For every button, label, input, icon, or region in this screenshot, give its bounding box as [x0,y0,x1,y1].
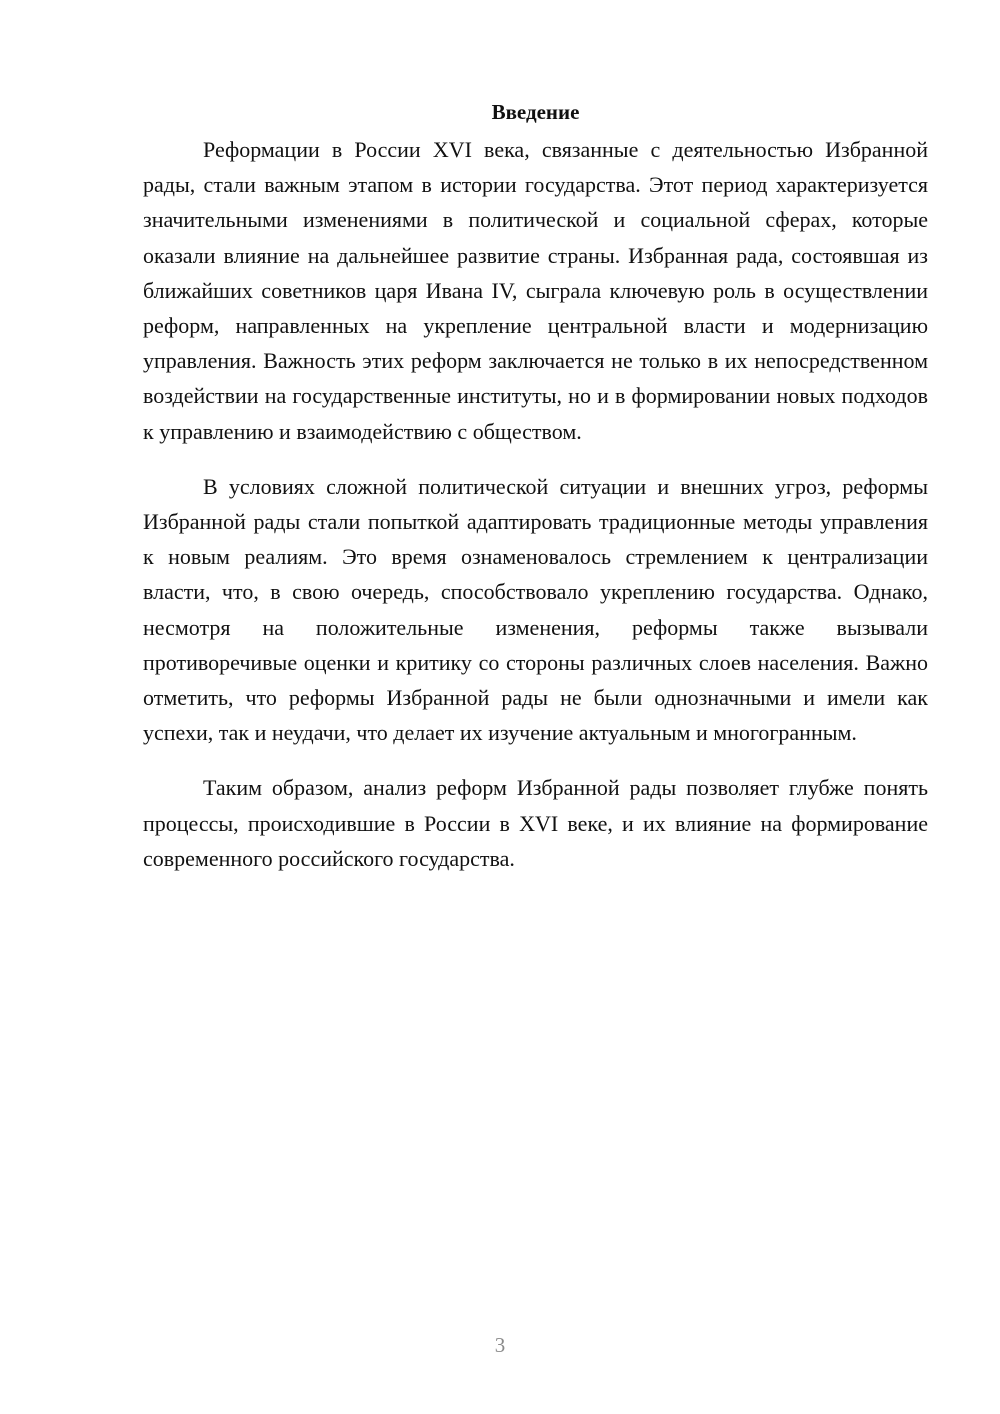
paragraph-3: Таким образом, анализ реформ Избранной рады позволяет глубже понять процессы, происходившие в России в XVI веке, и их влияние на формирование современного российского государства. [143,775,928,871]
paragraph-1: Реформации в России XVI века, связанные с деятельностью Избранной рады, стали важным этапом в истории государства. Этот период характеризуется значительными изменениями в политической и социальной сферах, которые оказали влияние на дальнейшее развитие страны. Избранная рада, состоявшая из ближайших советников царя Ивана IV, сыграла ключевую роль в осуществлении реформ, направленных на укрепление центральной власти и модернизацию управления. Важность этих реформ заключается не только в их непосредственном воздействии на государственные институты, но и в формировании новых подходов к управлению и взаимодействию с обществом. [143,137,928,444]
paragraph-2: В условиях сложной политической ситуации и внешних угроз, реформы Избранной рады стали попыткой адаптировать традиционные методы управления к новым реалиям. Это время ознаменовалось стремлением к централизации власти, что, в свою очередь, способствовало укреплению государства. Однако, несмотря на положительные изменения, реформы также вызывали противоречивые оценки и критику со стороны различных слоев населения. Важно отметить, что реформы Избранной рады не были однозначными и имели как успехи, так и неудачи, что делает их изучение актуальным и многогранным. [143,473,928,746]
page-content [143,98,928,896]
section-heading: Введение [491,100,580,124]
page-number: 3 [494,1333,506,1357]
